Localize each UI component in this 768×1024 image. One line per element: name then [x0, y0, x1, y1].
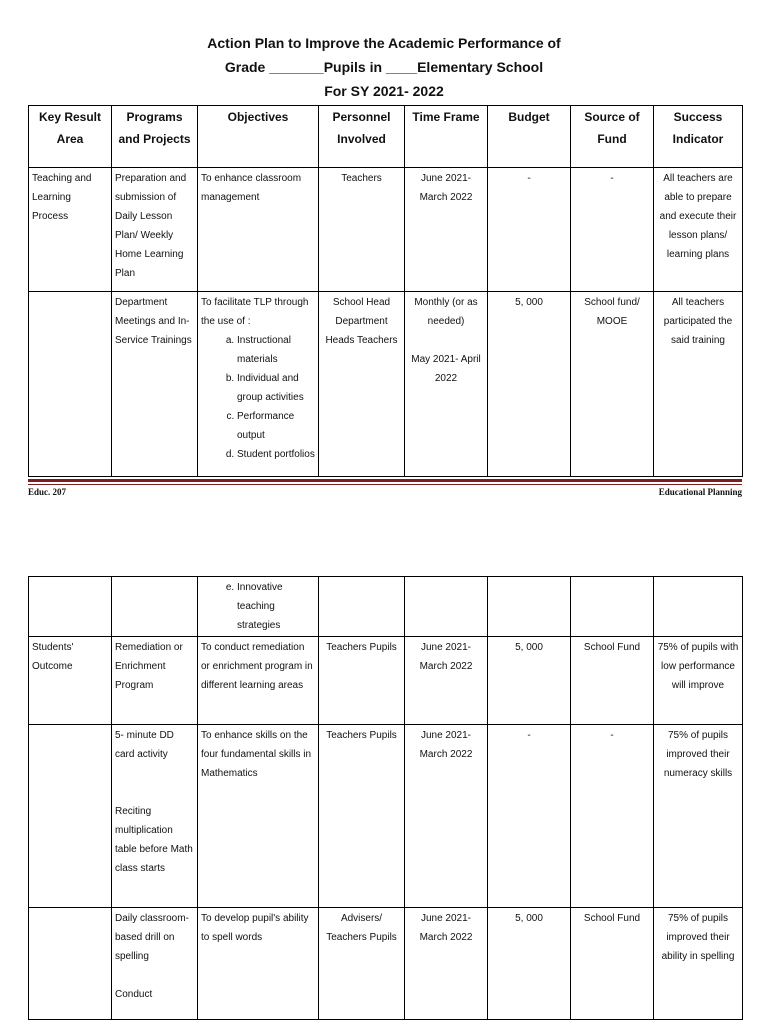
cell-budget: - — [488, 725, 571, 908]
header-source-of-fund: Source of Fund — [571, 106, 654, 168]
cell-source-of-fund: - — [571, 168, 654, 292]
cell-success-indicator: 75% of pupils improved their ability in spelling — [654, 908, 743, 1020]
table-row — [29, 292, 743, 477]
cell-budget: - — [488, 168, 571, 292]
cell-program — [112, 725, 198, 908]
cell-program — [112, 908, 198, 1020]
footer-rule-thin — [28, 484, 742, 485]
cell-kra: Students' Outcome — [29, 637, 112, 725]
cell-objective: To conduct remediation or enrichment program in different learning areas — [198, 637, 319, 725]
cell-objective — [198, 577, 319, 637]
cell-objective: To enhance skills on the four fundamental skills in Mathematics — [198, 725, 319, 908]
cell-source-of-fund: School fund/ MOOE — [571, 292, 654, 477]
page-footer — [28, 479, 742, 497]
cell-kra — [29, 292, 112, 477]
program-b: Reciting multiplication table before Math class starts — [115, 806, 193, 874]
cell-source-of-fund: School Fund — [571, 637, 654, 725]
cell-personnel: Teachers Pupils — [319, 637, 405, 725]
list-item: d. Student portfolios — [237, 445, 315, 464]
cell-time-frame: June 2021- March 2022 — [405, 908, 488, 1020]
cell-success-indicator: All teachers participated the said training — [654, 292, 743, 477]
cell-objective: To enhance classroom management — [198, 168, 319, 292]
objective-list — [201, 578, 315, 635]
cell-success-indicator: 75% of pupils improved their numeracy skills — [654, 725, 743, 908]
program-a: Daily classroom-based drill on spelling — [115, 913, 189, 962]
cell-objective: To develop pupil's ability to spell words — [198, 908, 319, 1020]
header-personnel: Personnel Involved — [319, 106, 405, 168]
header-budget: Budget — [488, 106, 571, 168]
action-plan-table-page-2 — [28, 576, 743, 1020]
cell-budget: 5, 000 — [488, 908, 571, 1020]
cell-personnel: Advisers/ Teachers Pupils — [319, 908, 405, 1020]
time-frame-b: May 2021- April 2022 — [411, 354, 481, 384]
header-programs-projects: Programs and Projects — [112, 106, 198, 168]
title-line-3: For SY 2021- 2022 — [324, 83, 444, 99]
cell-source-of-fund: - — [571, 725, 654, 908]
table-row — [29, 577, 743, 637]
action-plan-table-page-1 — [28, 105, 743, 477]
table-header-row — [29, 106, 743, 168]
program-a: 5- minute DD card activity — [115, 730, 174, 760]
cell-budget: 5, 000 — [488, 637, 571, 725]
cell-budget: 5, 000 — [488, 292, 571, 477]
cell-time-frame: June 2021- March 2022 — [405, 168, 488, 292]
program-b: Conduct — [115, 989, 153, 1000]
time-frame-a: Monthly (or as needed) — [414, 297, 478, 327]
footer-rule — [28, 479, 742, 482]
footer-course: Educ. 207 — [28, 487, 67, 497]
cell-program: Remediation or Enrichment Program — [112, 637, 198, 725]
cell-program: Department Meetings and In- Service Trainings — [112, 292, 198, 477]
table-row — [29, 908, 743, 1020]
table-row — [29, 725, 743, 908]
header-time-frame: Time Frame — [405, 106, 488, 168]
cell-personnel: Teachers Pupils — [319, 725, 405, 908]
table-row — [29, 168, 743, 292]
list-item: c. Performance output — [237, 407, 315, 445]
cell-source-of-fund: School Fund — [571, 908, 654, 1020]
list-item: e. Innovative teaching strategies — [237, 578, 315, 635]
header-objectives: Objectives — [198, 106, 319, 168]
header-key-result-area: Key Result Area — [29, 106, 112, 168]
cell-success-indicator: All teachers are able to prepare and execute their lesson plans/ learning plans — [654, 168, 743, 292]
cell-time-frame: June 2021- March 2022 — [405, 637, 488, 725]
title-line-2: Grade _______Pupils in ____Elementary School — [224, 59, 544, 75]
cell-objective — [198, 292, 319, 477]
cell-success-indicator: 75% of pupils with low performance will improve — [654, 637, 743, 725]
objective-list — [201, 331, 315, 464]
objective-intro: To facilitate TLP through the use of : — [201, 297, 309, 327]
title-line-1: Action Plan to Improve the Academic Performance of — [207, 35, 561, 51]
cell-time-frame — [405, 292, 488, 477]
list-item: b. Individual and group activities — [237, 369, 315, 407]
cell-program: Preparation and submission of Daily Lesson Plan/ Weekly Home Learning Plan — [112, 168, 198, 292]
header-success-indicator: Success Indicator — [654, 106, 743, 168]
document-title — [0, 31, 768, 103]
cell-personnel: School Head Department Heads Teachers — [319, 292, 405, 477]
cell-kra: Teaching and Learning Process — [29, 168, 112, 292]
footer-subject: Educational Planning — [658, 487, 742, 497]
cell-time-frame: June 2021- March 2022 — [405, 725, 488, 908]
cell-personnel: Teachers — [319, 168, 405, 292]
list-item: a. Instructional materials — [237, 331, 315, 369]
table-row — [29, 637, 743, 725]
